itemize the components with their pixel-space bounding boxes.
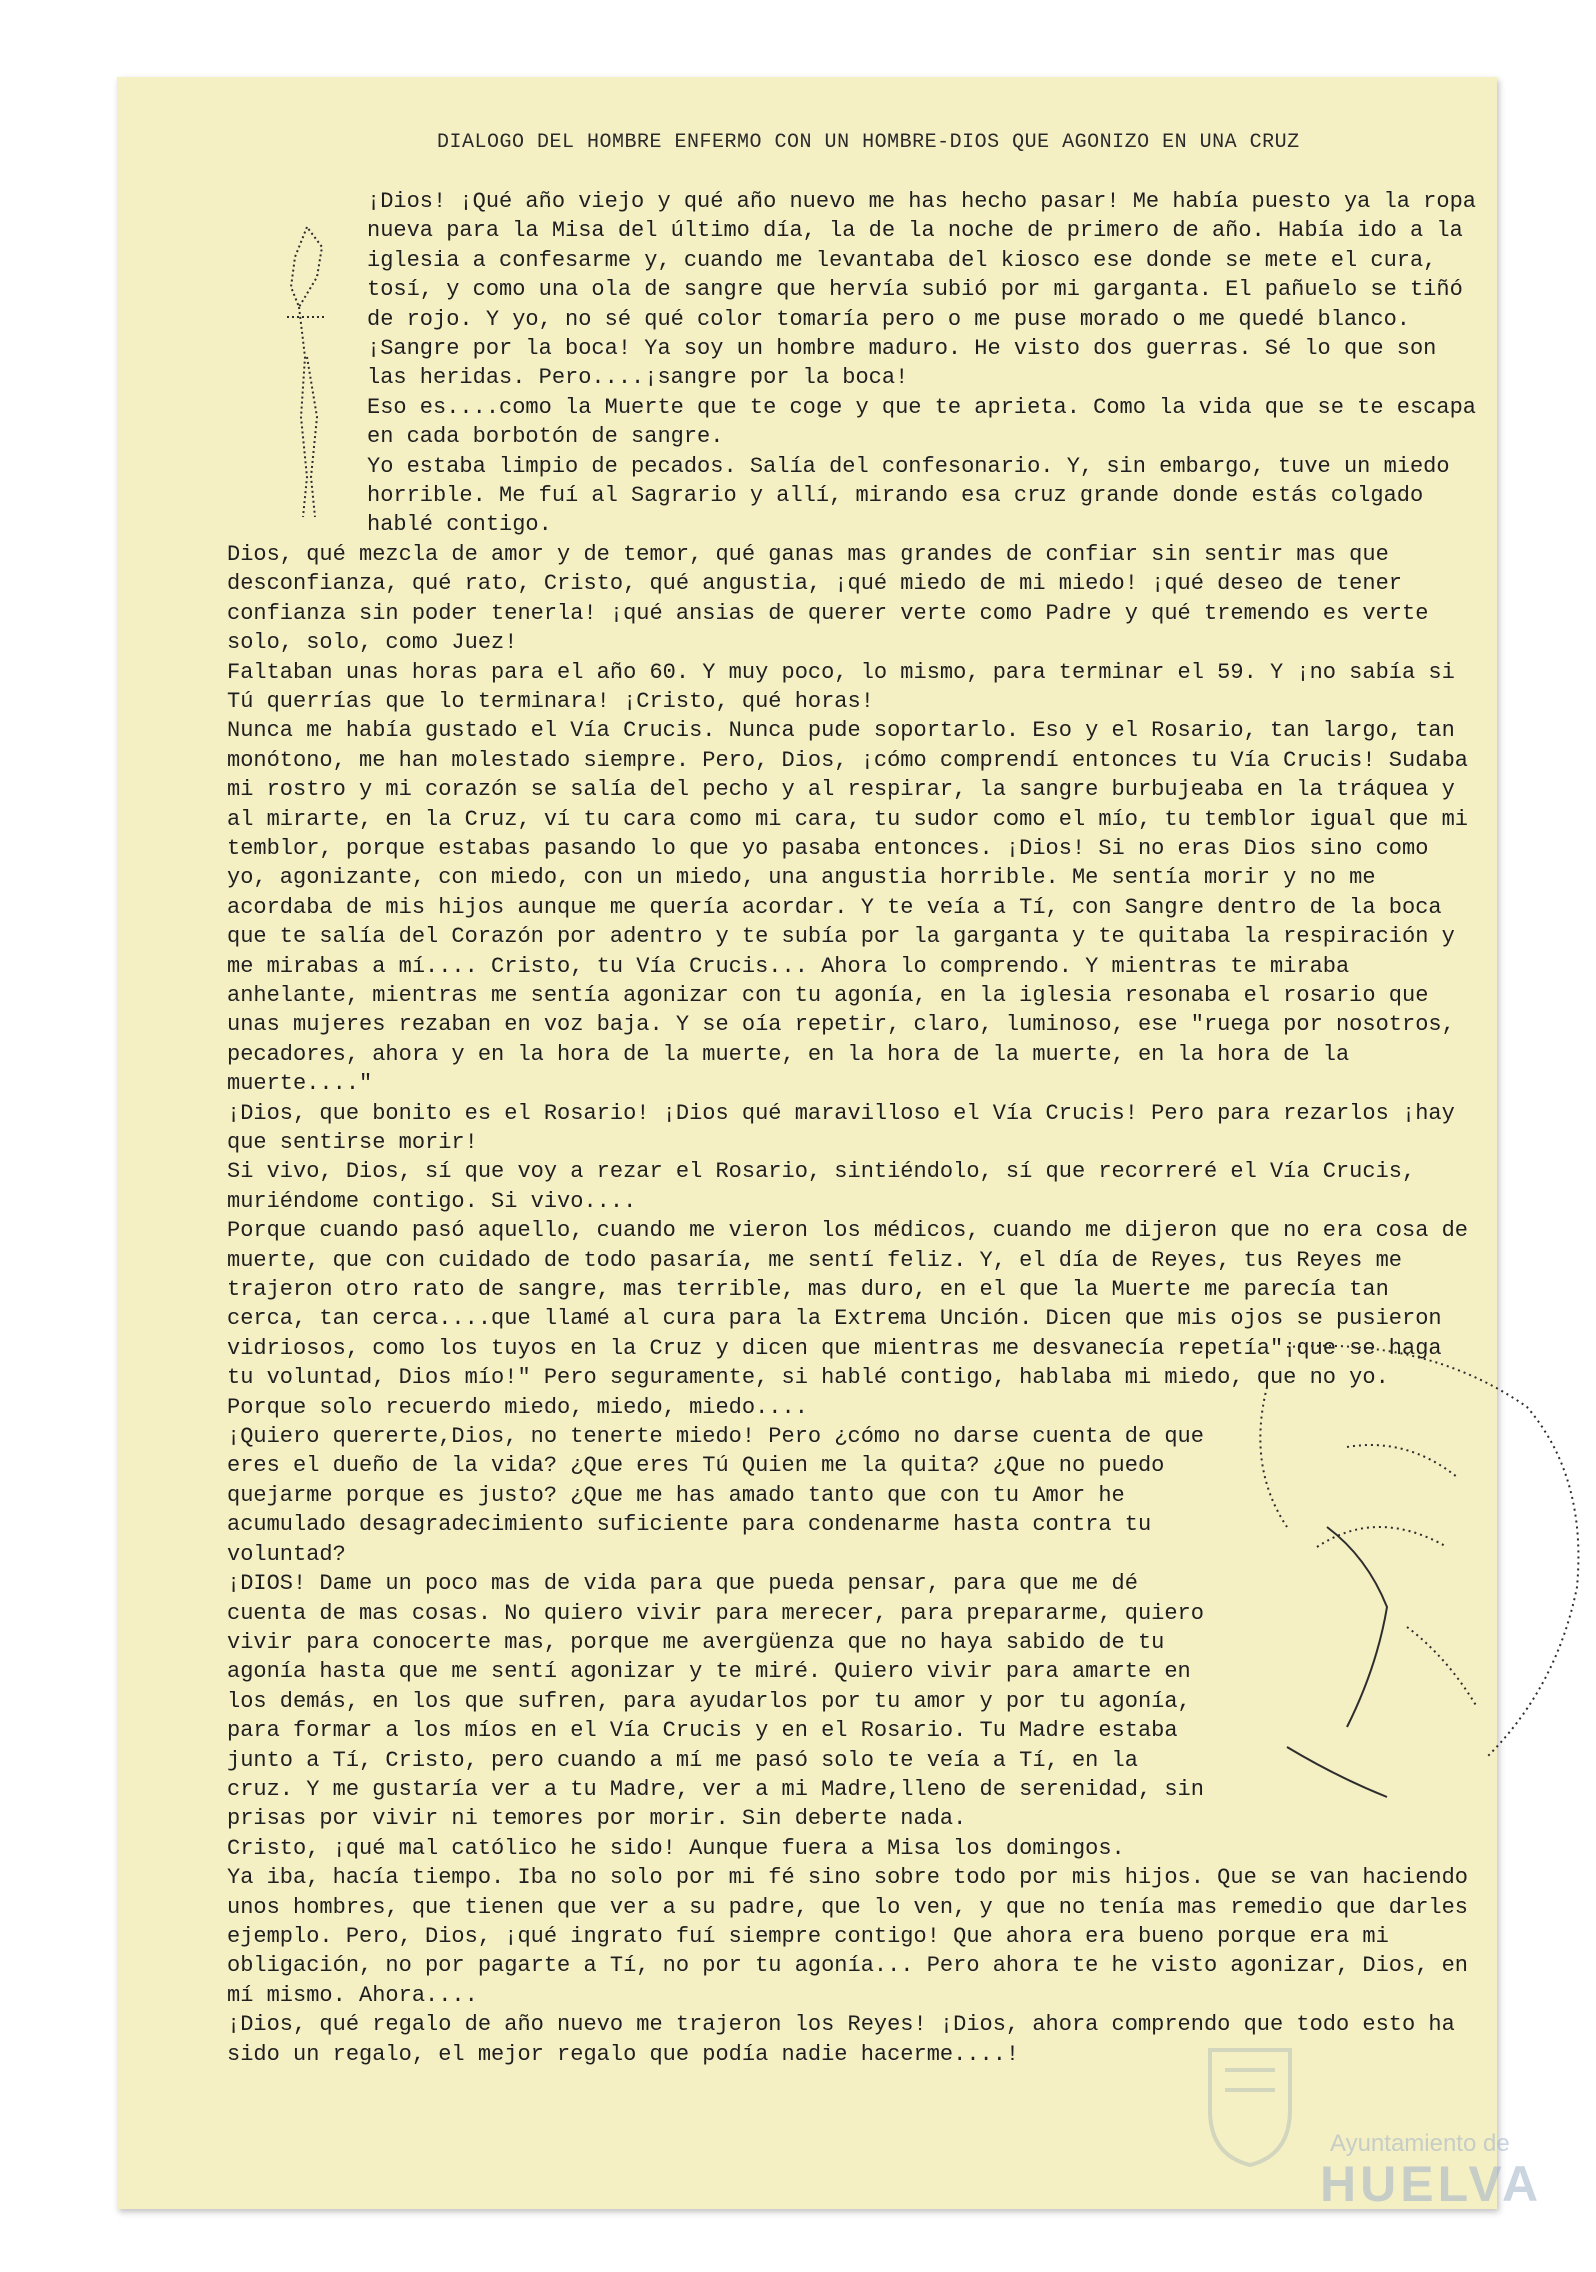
paragraph: Faltaban unas horas para el año 60. Y muy poco, lo mismo, para terminar el 59. Y ¡no sabía si Tú querrías que lo terminara! ¡Cristo, qué horas! bbox=[227, 659, 1469, 714]
paragraph: Cristo, ¡qué mal católico he sido! Aunque fuera a Misa los domingos. bbox=[227, 1835, 1125, 1861]
paragraph: Eso es....como la Muerte que te coge y que te aprieta. Como la vida que se te escapa en cada borbotón de sangre. bbox=[367, 394, 1490, 450]
paragraph: ¡Dios, qué regalo de año nuevo me trajeron los Reyes! ¡Dios, ahora comprendo que todo esto ha sido un regalo, el mejor regalo que podía nadie hacerme....! bbox=[227, 2012, 1469, 2067]
paragraph: ¡Quiero quererte,Dios, no tenerte miedo! Pero ¿cómo no darse cuenta de que eres el dueño de la vida? ¿Que eres Tú Quien me la quita? ¿Que no puedo quejarme porque es justo? ¿Que me has amado tanto que con tu Amor he acumulado desagradecimiento suficiente para condenarme hasta contra tu voluntad? bbox=[227, 1424, 1218, 1567]
document-title: DIALOGO DEL HOMBRE ENFERMO CON UN HOMBRE-DIOS QUE AGONIZO EN UNA CRUZ bbox=[437, 131, 1300, 154]
coat-of-arms-watermark-icon bbox=[1190, 2040, 1310, 2170]
paragraph: Nunca me había gustado el Vía Crucis. Nunca pude soportarlo. Eso y el Rosario, tan largo, tan monótono, me han molestado siempre. Pero, Dios, ¡cómo comprendí entonces tu Vía Crucis! Sudaba mi rostro y mi corazón se salía del pecho y al respirar, la sangre burbujeaba en la tráquea y al mirarte, en la Cruz, ví tu cara como mi cara, tu sudor como el mío, tu temblor igual que mi temblor, porque estabas pasando lo que yo pasaba entonces. ¡Dios! Si no eras Dios sino como yo, agonizante, con miedo, con un miedo, una angustia horrible. Me sentía morir y no me acordaba de mis hijos aunque me quería acordar. Y te veía a Tí, con Sangre dentro de la boca que te salía del Corazón por adentro y te subía por la garganta y te quitaba la respiración y me mirabas a mí.... Cristo, tu Vía Crucis... Ahora lo comprendo. Y mientras te miraba anhelante, mientras me sentía agonizar con tu agonía, en la iglesia resonaba el rosario que unas mujeres rezaban en voz baja. Y se oía repetir, claro, luminoso, ese "ruega por nosotros, pecadores, ahora y en la hora de la muerte, en la hora de la muerte, en la hora de la muerte...." bbox=[227, 718, 1482, 1097]
paragraph: Ya iba, hacía tiempo. Iba no solo por mi fé sino sobre todo por mis hijos. Que se van haciendo unos hombres, que tienen que ver a su padre, que lo ven, y que no tenía mas remedio que darles ejemplo. Pero, Dios, ¡qué ingrato fuí siempre contigo! Que ahora era bueno porque era mi obligación, no por pagarte a Tí, no por tu agonía... Pero ahora te he visto agonizar, Dios, en mí mismo. Ahora.... bbox=[227, 1865, 1482, 2008]
christ-face-drawing bbox=[1227, 1327, 1596, 1867]
paragraph: ¡DIOS! Dame un poco mas de vida para que pueda pensar, para que me dé cuenta de mas cosas. No quiero vivir para merecer, para prepararme, quiero vivir para conocerte mas, porque me avergüenza que no haya sabido de tu agonía hasta que me sentí agonizar y te miré. Quiero vivir para amarte en los demás, en los que sufren, para ayudarlos por tu amor y por tu agonía, para formar a los míos en el Vía Crucis y en el Rosario. Tu Madre estaba junto a Tí, Cristo, pero cuando a mí me pasó solo te veía a Tí, en la cruz. Y me gustaría ver a tu Madre, ver a mi Madre,lleno de serenidad, sin prisas por vivir ni temores por morir. Sin deberte nada. bbox=[227, 1571, 1218, 1832]
paragraph: Porque cuando pasó aquello, cuando me vieron los médicos, cuando me dijeron que no era cosa de muerte, que con cuidado de todo pasaría, me sentí feliz. Y, el día de Reyes, tus Reyes me trajeron otro rato de sangre, mas terrible, mas duro, en el que la Muerte me parecía tan cerca, tan cerca....que llamé al cura para la Extrema Unción. Dicen que mis ojos se pusieron vidriosos, como los tuyos en la Cruz y dicen que mientras me desvanecía repetía"¡que se haga tu voluntad, Dios mío!" Pero seguramente, si hablé contigo, hablaba mi miedo, que no yo. Porque solo recuerdo miedo, miedo, miedo.... bbox=[227, 1218, 1482, 1420]
typed-sheet bbox=[117, 77, 1497, 2209]
watermark-line1: Ayuntamiento de bbox=[1330, 2130, 1510, 2157]
paragraph: Si vivo, Dios, sí que voy a rezar el Rosario, sintiéndolo, sí que recorreré el Vía Crucis, muriéndome contigo. Si vivo.... bbox=[227, 1159, 1429, 1214]
paragraph: ¡Dios, que bonito es el Rosario! ¡Dios qué maravilloso el Vía Crucis! Pero para rezarlos ¡hay que sentirse morir! bbox=[227, 1100, 1469, 1155]
paragraph: Yo estaba limpio de pecados. Salía del confesonario. Y, sin embargo, tuve un miedo horrible. Me fuí al Sagrario y allí, mirando esa cruz grande donde estás colgado hablé contigo. bbox=[367, 453, 1463, 538]
paragraph: Dios, qué mezcla de amor y de temor, qué ganas mas grandes de confiar sin sentir mas que desconfianza, qué rato, Cristo, qué angustia, ¡qué miedo de mi miedo! ¡qué deseo de tener confianza sin poder tenerla! ¡qué ansias de querer verte como Padre y qué tremendo es verte solo, solo, como Juez! bbox=[227, 541, 1442, 656]
paragraph: ¡Dios! ¡Qué año viejo y qué año nuevo me has hecho pasar! Me había puesto ya la ropa nueva para la Misa del último día, la de la noche de primero de año. Había ido a la iglesia a confesarme y, cuando me levantaba del kiosco ese donde se mete el cura, tosí, y como una ola de sangre que hervía subió por mi garganta. El pañuelo se tiñó de rojo. Y yo, no sé qué color tomaría pero o me puse morado o me quedé blanco. ¡Sangre por la boca! Ya soy un hombre maduro. He visto dos guerras. Sé lo que son las heridas. Pero....¡sangre por la boca! bbox=[367, 189, 1490, 391]
watermark-line2: HUELVA bbox=[1320, 2156, 1543, 2212]
